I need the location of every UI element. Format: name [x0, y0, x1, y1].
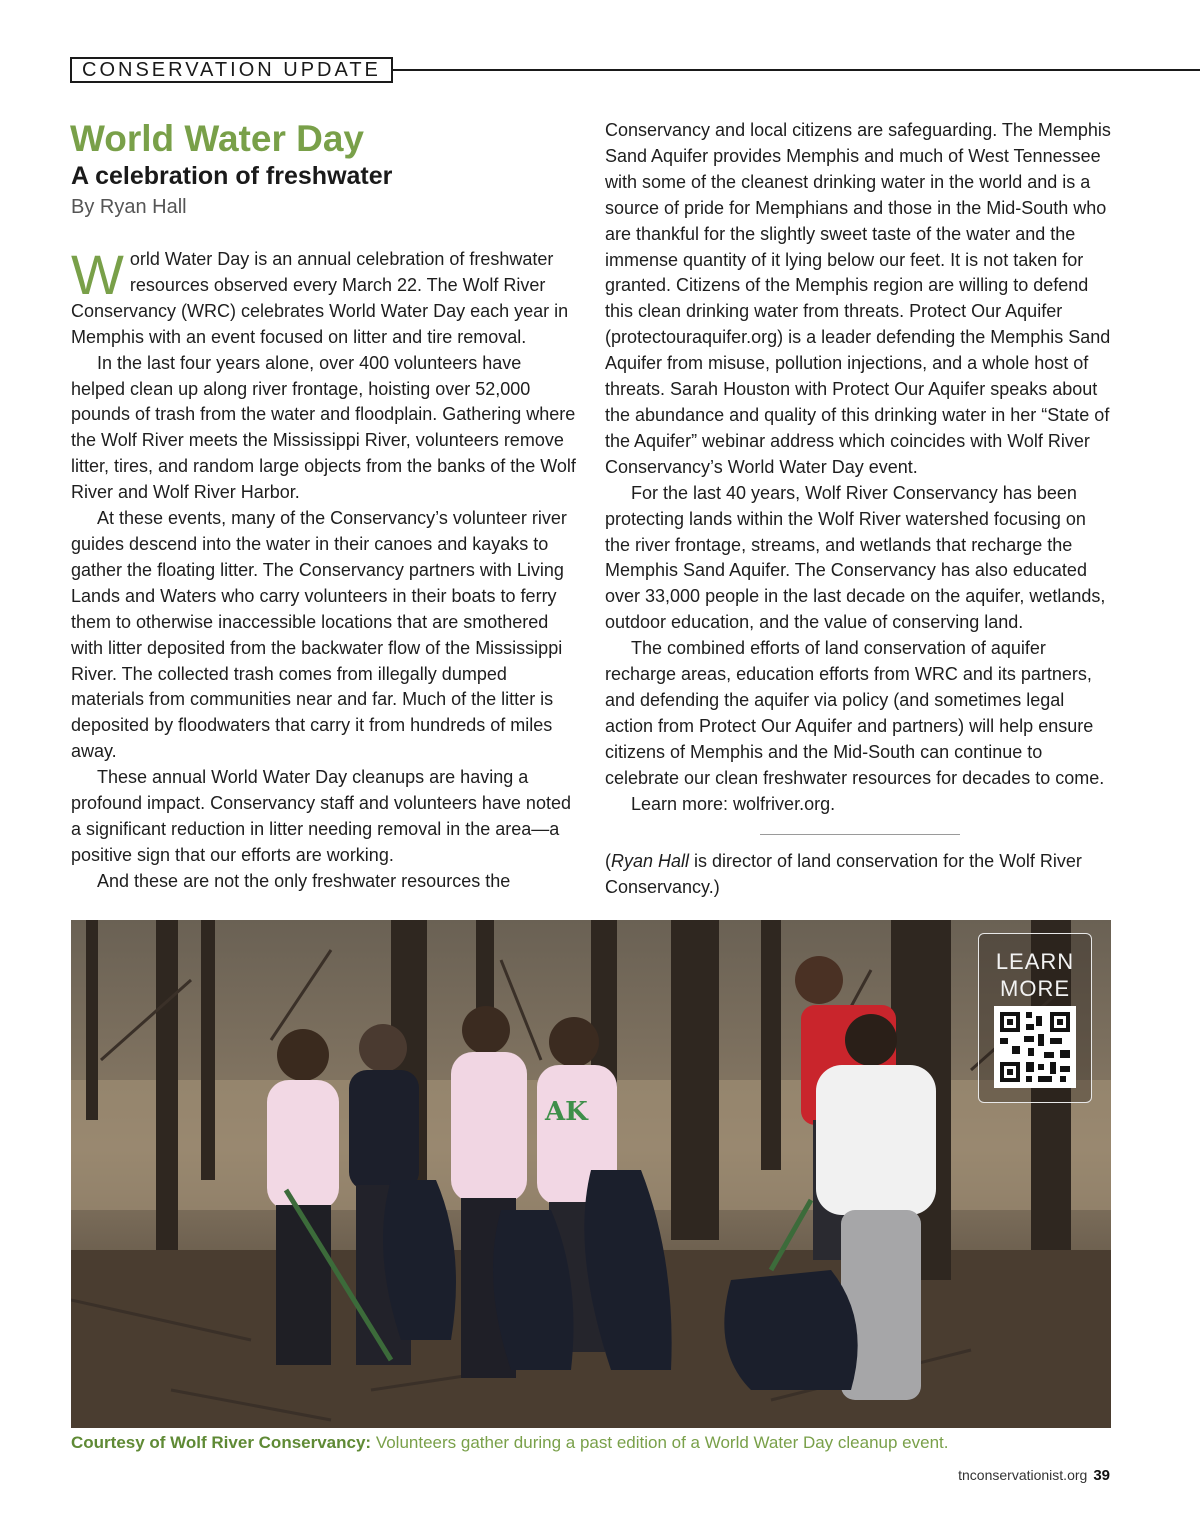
learn-more-line-1: LEARN [995, 949, 1075, 974]
qr-code-icon[interactable] [994, 1006, 1076, 1088]
paragraph-8-learn-more: Learn more: wolfriver.org. [631, 793, 836, 814]
page-footer [958, 1467, 1110, 1484]
bio-text: is director of land conservation for the Wolf River Conservancy.) [605, 851, 1082, 898]
article-subtitle: A celebration of freshwater [71, 162, 393, 190]
article-title: World Water Day [70, 118, 364, 159]
bio-divider [760, 834, 960, 835]
photo-scene [71, 920, 1111, 1428]
shirt-letters: AK [545, 1097, 588, 1127]
article-byline: By Ryan Hall [71, 196, 187, 218]
section-header [70, 55, 1200, 85]
bio-author-name: Ryan Hall [611, 851, 690, 872]
photo-caption [71, 1433, 1111, 1453]
article-column-left [71, 243, 576, 895]
article-column-right [605, 118, 1115, 901]
paragraph-4: These annual World Water Day cleanups are having a profound impact. Conservancy staff and volunteers have noted a significant reduction in litter needing removal in the area—a positive sign that our efforts are working. [71, 767, 571, 865]
paragraph-1 [71, 243, 576, 351]
paragraph-5-start: And these are not the only freshwater resources the [97, 870, 511, 891]
caption-credit: Courtesy of Wolf River Conservancy: [71, 1433, 372, 1452]
learn-more-box[interactable] [978, 933, 1092, 1103]
paragraph-1-text: orld Water Day is an annual celebration of freshwater resources observed every March 22. The Wolf River Conservancy (WRC) celebrates World Water Day each year in Memphis with an event focused on litter and tire removal. [71, 249, 569, 347]
paragraph-3: At these events, many of the Conservancy’s volunteer river guides descend into the water in their canoes and kayaks to gather the floating litter. The Conservancy partners with Living Lands and Waters who carry volunteers in their boats to ferry them to otherwise inaccessible locations that are smothered with litter deposited from the backwater flow of the Mississippi River. The collected trash comes from illegally dumped materials from communities near and far. Much of the litter is deposited by floodwaters that carry it from hundreds of miles away. [71, 508, 567, 762]
volunteers-photo [71, 920, 1111, 1428]
footer-site: tnconservationist.org [958, 1467, 1088, 1483]
author-bio [605, 849, 1115, 901]
learn-more-label [979, 948, 1091, 1002]
paragraph-5-continued: Conservancy and local citizens are safeguarding. The Memphis Sand Aquifer provides Memphis and much of West Tennessee with some of the cleanest drinking water in the world and is a source of pride for Memphians and those in the Mid-South who are thankful for the slightly sweet taste of the water and the immense quantity of it lying below our feet. It is not taken for granted. Citizens of the Memphis region are willing to defend this clean drinking water from threats. Protect Our Aquifer (protectouraquifer.org) is a leader defending the Memphis Sand Aquifer from misuse, pollution injections, and a whole host of threats. Sarah Houston with Protect Our Aquifer speaks about the abundance and quality of this drinking water in her “State of the Aquifer” webinar address which coincides with Wolf River Conservancy’s World Water Day event. [605, 120, 1111, 477]
paragraph-6: For the last 40 years, Wolf River Conservancy has been protecting lands within the Wolf River watershed focusing on the river frontage, streams, and wetlands that recharge the Memphis Sand Aquifer. The Conservancy has also educated over 33,000 people in the last decade on the aquifer, wetlands, outdoor education, and the value of conserving land. [605, 482, 1106, 633]
drop-cap: W [71, 243, 124, 306]
bio-open: ( [605, 851, 611, 872]
section-rule [370, 69, 1200, 71]
caption-text: Volunteers gather during a past edition of a World Water Day cleanup event. [371, 1433, 949, 1452]
section-label: CONSERVATION UPDATE [70, 57, 393, 83]
learn-more-line-2: MORE [1000, 976, 1070, 1001]
page-number: 39 [1093, 1467, 1110, 1484]
paragraph-2: In the last four years alone, over 400 volunteers have helped clean up along river frontage, hoisting over 52,000 pounds of trash from the water and floodplain. Gathering where the Wolf River meets the Mississippi River, volunteers remove litter, tires, and random large objects from the banks of the Wolf River and Wolf River Harbor. [71, 352, 576, 503]
paragraph-7: The combined efforts of land conservation of aquifer recharge areas, education efforts from WRC and its partners, and defending the aquifer via policy (and sometimes legal action from Protect Our Aquifer and partners) will help ensure citizens of Memphis and the Mid-South can continue to celebrate our clean freshwater resources for decades to come. [605, 638, 1105, 788]
